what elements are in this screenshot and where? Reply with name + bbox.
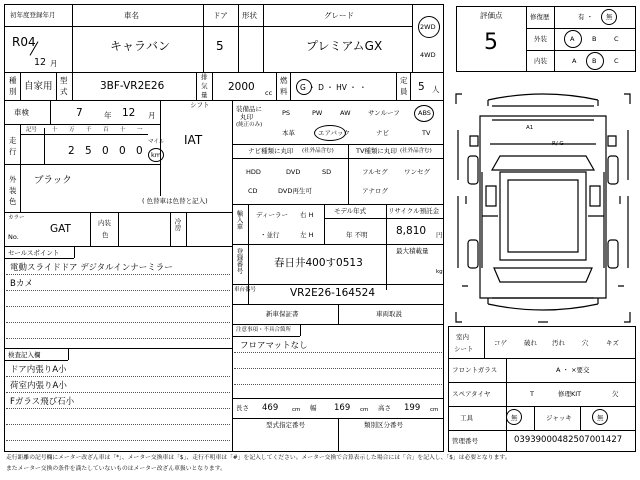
class-number-label: 類別区分番号 <box>364 421 403 429</box>
selling-point-line-1: 電動スライドドア デジタルインナーミラー <box>10 263 173 273</box>
inspector-notes-label: 検査記入欄 <box>8 351 41 359</box>
equip-leather: 本革 <box>282 129 295 137</box>
repair-no: 無 <box>606 13 613 21</box>
tools-value: 無 <box>511 414 518 422</box>
tv-oneseg: ワンセグ <box>404 168 430 176</box>
interior-grade-a: A <box>572 57 577 65</box>
windshield-label: フロントガラス <box>452 366 498 374</box>
equip-aw: AW <box>340 109 351 117</box>
displacement-value: 2000 <box>228 81 255 93</box>
nav-dvd: DVD <box>286 168 301 176</box>
jack-label: ジャッキ <box>546 414 572 422</box>
doors-label: ドア <box>213 11 228 20</box>
digit-label-3: 百 <box>103 127 109 133</box>
fuel-label: 燃 <box>280 76 288 85</box>
mileage-record-label: 記号 <box>26 127 38 133</box>
interior-label: 内装 <box>534 57 547 65</box>
inspection-year-unit: 年 <box>104 111 112 120</box>
recycle-unit: 円 <box>436 231 443 239</box>
repair-label: 修復歴 <box>530 13 550 21</box>
tv-type-head: TV種類に丸印 <box>356 147 397 155</box>
spare-tire-t: T <box>530 390 534 398</box>
mileage-digit-1: 2 <box>68 145 75 157</box>
footer-note-1: 走行距離の記号欄にメーター改ざん車は「*」、メーター交換車は「$」、走行不明車は「#」を記入してください。メーター交換で合算表示した場合には「合」を記入し、「$」は必要となります。 <box>6 455 511 461</box>
reg-month: 12 <box>34 57 47 68</box>
registration-label: 登録番号 <box>235 248 244 274</box>
disp-unit: cc <box>265 89 273 97</box>
exterior-grade-c: C <box>614 35 619 43</box>
model-label-2: 式 <box>60 87 68 96</box>
mileage-label-1: 走 <box>9 136 17 145</box>
recycle-label: リサイクル預託金 <box>388 207 440 215</box>
capacity-label-2: 員 <box>400 87 408 96</box>
vin-label-1: 車台番号 <box>234 287 257 293</box>
inspector-note-line-1: ドア内張りA小 <box>10 365 67 375</box>
car-name-label: 車名 <box>124 11 139 20</box>
mileage-digit-5: 0 <box>136 145 143 157</box>
reg-type-label-2: 別 <box>9 87 17 96</box>
spare-tire-kit: 修理KIT <box>558 390 582 398</box>
tv-analog: アナログ <box>362 187 388 195</box>
recycle-value: 8,810 <box>396 225 427 237</box>
model-year-value: 年 不明 <box>346 231 368 239</box>
mileage-digit-4: 0 <box>119 145 126 157</box>
inspection-year: 7 <box>76 107 83 119</box>
mileage-unit-mile: マイル <box>148 139 165 145</box>
model-year-label: モデル年式 <box>334 207 367 215</box>
exterior-grade-a: A <box>570 35 575 43</box>
model-code: 3BF-VR2E26 <box>100 80 165 92</box>
interior-grade-b: B <box>592 57 597 65</box>
tv-type-head-sub: (社外品含む) <box>400 148 432 154</box>
fuel-options: G ・ D ・ HV ・ ・ <box>300 83 367 92</box>
selling-point-line-2: Bカメ <box>10 279 33 289</box>
nav-hdd: HDD <box>246 168 261 176</box>
vehicle-manual: 車両取説 <box>376 310 402 318</box>
length-unit: cm <box>292 407 301 413</box>
footer-note-2: またメーター交換の条件を満たしていないものはメーター改ざん車扱いとなります。 <box>6 466 226 472</box>
management-label: 管理番号 <box>452 437 478 445</box>
color-label-1: 外 <box>9 175 17 184</box>
type-designation-label: 型式指定番号 <box>266 421 305 429</box>
remarks-line-1: フロアマットなし <box>240 341 308 351</box>
exterior-label: 外装 <box>534 35 547 43</box>
equip-navi: ナビ <box>376 129 389 137</box>
disp-label-3: 量 <box>201 91 208 99</box>
seat-label-1: 室内 <box>456 333 469 341</box>
disp-label: 排 <box>201 73 208 81</box>
shift-label: シフト <box>190 101 210 109</box>
seat-yogore: 汚れ <box>552 339 565 347</box>
equip-abs: ABS <box>418 109 431 117</box>
nav-sd: SD <box>322 168 332 176</box>
mileage-label-2: 行 <box>9 147 17 156</box>
inspection-month: 12 <box>122 107 136 119</box>
height-unit: cm <box>430 407 439 413</box>
nav-dvd-play: DVD再生可 <box>278 187 312 195</box>
width-unit: cm <box>360 407 369 413</box>
digit-label-0: 十 <box>52 127 58 133</box>
interior-color-label-2: 色 <box>102 231 109 239</box>
max-load-unit: kg <box>436 269 443 275</box>
equip-sunroof: サンルーフ <box>368 109 400 117</box>
seat-koge: コゲ <box>494 339 507 347</box>
exterior-grade-b: B <box>592 35 597 43</box>
inspector-note-line-2: 荷室内張りA小 <box>10 381 67 391</box>
seat-label-2: シート <box>454 345 474 353</box>
disp-label-2: 気 <box>201 82 208 90</box>
equipment-label-2: 丸印 <box>240 113 253 121</box>
inspection-label: 車検 <box>14 108 29 117</box>
nav-cd: CD <box>248 187 258 195</box>
management-value: 03939000482507001427 <box>514 435 623 445</box>
new-car-warranty: 新車保証書 <box>266 310 299 318</box>
color-note: ( 色替車は色替と記入) <box>142 197 208 205</box>
length-value: 469 <box>262 403 279 413</box>
reg-month-unit: 月 <box>50 59 58 68</box>
nav-type-head: ナビ種類に丸印 <box>248 147 294 155</box>
shape-label: 形状 <box>242 11 257 20</box>
reg-type-label: 種 <box>9 76 17 85</box>
width-value: 169 <box>334 403 351 413</box>
tv-fullseg: フルセグ <box>362 168 388 176</box>
inspection-month-unit: 月 <box>148 111 156 120</box>
seat-yabure: 破れ <box>524 339 537 347</box>
max-load-label: 最大積載量 <box>396 247 429 255</box>
digit-label-1: 万 <box>69 127 75 133</box>
diagram-mark-a1: A1 <box>526 125 534 131</box>
shift-value: IAT <box>184 133 203 147</box>
digit-label-4: 十 <box>120 127 126 133</box>
seat-kizu: キズ <box>606 339 619 347</box>
equipment-label: 装備品に <box>236 105 262 113</box>
jack-value: 無 <box>597 414 604 422</box>
repair-yes: 有 ・ <box>578 13 594 21</box>
reg-year: R04 <box>12 35 36 49</box>
import-label: 輸入車 <box>235 210 244 230</box>
vin-value: VR2E26-164524 <box>290 287 376 299</box>
drive-4wd: 4WD <box>420 51 436 59</box>
aircon-label: 冷房 <box>173 218 182 231</box>
color-label-2: 装 <box>9 186 17 195</box>
rating-value: 5 <box>484 30 498 55</box>
equip-ps: PS <box>282 109 291 117</box>
remarks-label: 注意事項・不具合箇所 <box>236 327 292 333</box>
color-code-label: カラー <box>8 215 25 221</box>
registration-value: 春日井400す0513 <box>274 257 363 269</box>
import-left: 左 H <box>300 231 314 239</box>
equipment-label-3: (純正のみ) <box>236 122 263 128</box>
rating-label: 評価点 <box>480 11 503 20</box>
mileage-digit-3: 0 <box>102 145 109 157</box>
tools-label: 工具 <box>460 414 473 422</box>
capacity-unit: 人 <box>432 85 440 94</box>
diagram-mark-ag: R/ G <box>552 141 564 147</box>
mileage-digit-2: 5 <box>85 145 92 157</box>
nav-type-head-sub: (社外品含む) <box>302 148 334 154</box>
interior-grade-c: C <box>614 57 619 65</box>
interior-color-label: 内装 <box>98 219 111 227</box>
spare-tire-none: 欠 <box>612 390 619 398</box>
mileage-unit-km: km <box>151 151 162 159</box>
fuel-label-2: 料 <box>280 87 288 96</box>
import-right: 右 H <box>300 211 314 219</box>
color-code-value: GAT <box>50 223 71 235</box>
grade-label: グレード <box>324 11 354 20</box>
inspector-note-line-3: Fガラス飛び石小 <box>10 397 75 407</box>
color-value: ブラック <box>34 175 72 186</box>
capacity-label: 定 <box>400 76 408 85</box>
spare-tire-label: スペアタイヤ <box>452 390 491 398</box>
digit-label-5: 一 <box>137 127 143 133</box>
car-name: キャラバン <box>110 39 171 53</box>
equip-airbag: エアバック <box>318 129 350 137</box>
equip-tv: TV <box>422 129 431 137</box>
reg-type-value: 自家用 <box>24 81 53 92</box>
selling-points-label: セールスポイント <box>8 249 60 257</box>
equip-pw: PW <box>312 109 323 117</box>
capacity-value: 5 <box>418 81 425 93</box>
color-label-3: 色 <box>9 197 17 206</box>
car-diagram <box>448 90 638 326</box>
model-label: 型 <box>60 76 68 85</box>
color-no-label: No. <box>8 233 19 241</box>
seat-ana: 穴 <box>582 339 589 347</box>
reg-date-label: 初年度登録年月 <box>10 11 56 19</box>
import-dealer: ディーラー <box>256 211 288 219</box>
length-label: 長さ <box>236 404 249 412</box>
digit-label-2: 千 <box>86 127 92 133</box>
height-label: 高さ <box>378 404 391 412</box>
grade-value: プレミアムGX <box>306 39 383 53</box>
width-label: 幅 <box>310 404 317 412</box>
windshield-options: A ・ ×要交 <box>556 366 590 374</box>
drive-2wd: 2WD <box>420 23 436 31</box>
doors-value: 5 <box>216 39 224 53</box>
height-value: 199 <box>404 403 421 413</box>
import-parallel: ・並行 <box>260 231 280 239</box>
